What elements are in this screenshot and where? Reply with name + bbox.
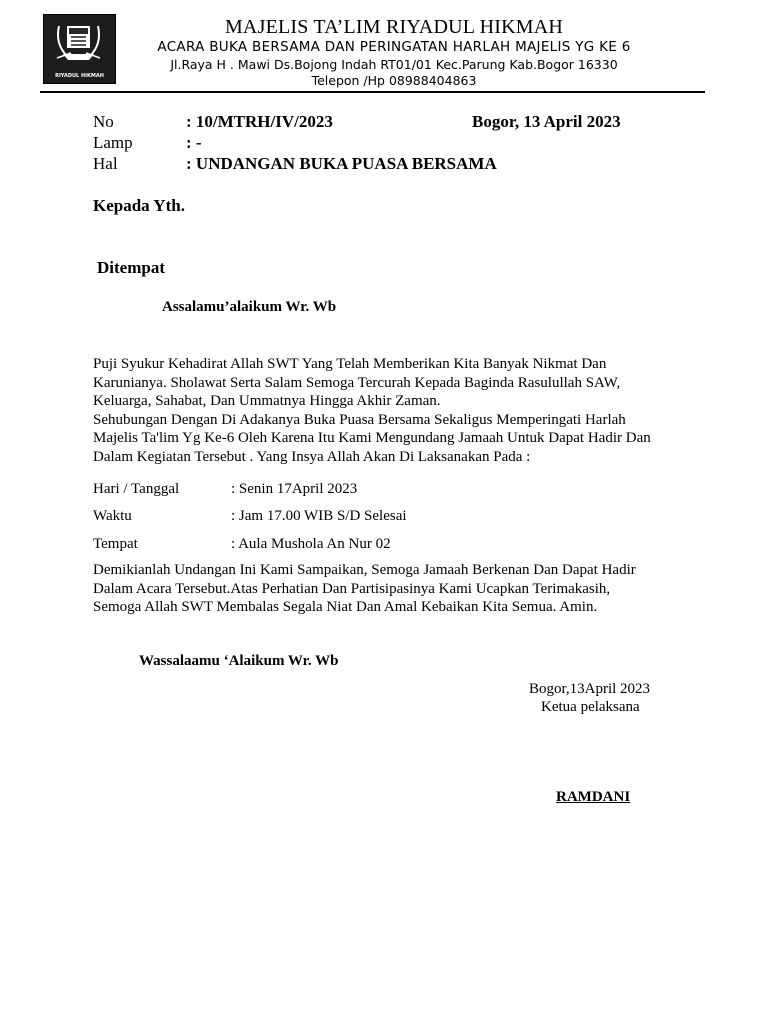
signature-name: RAMDANI <box>556 789 631 805</box>
paragraph-line: Dalam Kegiatan Tersebut . Yang Insya Allah Akan Di Laksanakan Pada : <box>93 448 531 465</box>
detail-label-place: Tempat <box>93 536 138 552</box>
letterhead-address: Jl.Raya H . Mawi Ds.Bojong Indah RT01/01 Kec.Parung Kab.Bogor 16330 <box>170 57 618 72</box>
signature-role: Ketua pelaksana <box>541 699 640 715</box>
paragraph-2 <box>93 561 636 617</box>
paragraph-line: Demikianlah Undangan Ini Kami Sampaikan, Semoga Jamaah Berkenan Dan Dapat Hadir <box>93 562 636 578</box>
mosque-emblem-icon <box>51 20 106 72</box>
letter-date: Bogor, 13 April 2023 <box>472 112 621 131</box>
letterhead-title: MAJELIS TA’LIM RIYADUL HIKMAH <box>224 16 564 38</box>
paragraph-line: Karunianya. Sholawat Serta Salam Semoga Tercurah Kepada Baginda Rasulullah SAW, <box>93 374 621 391</box>
hal-value: : UNDANGAN BUKA PUASA BERSAMA <box>186 154 497 173</box>
letterhead-subtitle: ACARA BUKA BERSAMA DAN PERINGATAN HARLAH MAJELIS YG KE 6 <box>157 39 631 55</box>
logo-caption: RIYADUL HIKMAH <box>55 73 104 79</box>
paragraph-line: Majelis Ta'lim Yg Ke-6 Oleh Karena Itu Kami Mengundang Jamaah Untuk Dapat Hadir Dan <box>93 430 651 446</box>
header-divider <box>40 91 705 93</box>
detail-label-date: Hari / Tanggal <box>93 481 180 497</box>
closing-greeting: Wassalaamu ‘Alaikum Wr. Wb <box>139 653 339 669</box>
detail-value-place: : Aula Mushola An Nur 02 <box>231 536 391 552</box>
detail-label-time: Waktu <box>93 508 132 524</box>
recipient-to: Kepada Yth. <box>93 196 185 215</box>
greeting: Assalamu’alaikum Wr. Wb <box>162 299 337 315</box>
detail-value-date: : Senin 17April 2023 <box>231 481 358 497</box>
letterhead-phone: Telepon /Hp 08988404863 <box>311 73 477 88</box>
paragraph-line: Sehubungan Dengan Di Adakanya Buka Puasa Bersama Sekaligus Memperingati Harlah <box>93 411 626 428</box>
paragraph-line: Semoga Allah SWT Membalas Segala Niat Dan Amal Kebaikan Kita Semua. Amin. <box>93 599 598 615</box>
paragraph-1 <box>93 355 651 466</box>
paragraph-line: Puji Syukur Kehadirat Allah SWT Yang Telah Memberikan Kita Banyak Nikmat Dan <box>93 356 607 372</box>
detail-value-time: : Jam 17.00 WIB S/D Selesai <box>231 508 407 524</box>
signature-place-date: Bogor,13April 2023 <box>529 681 651 697</box>
lamp-label: Lamp <box>93 133 133 152</box>
organization-logo <box>43 14 116 84</box>
no-label: No <box>93 112 114 131</box>
lamp-value: : - <box>186 133 202 152</box>
hal-label: Hal <box>93 154 118 173</box>
recipient-place: Ditempat <box>97 258 165 277</box>
paragraph-line: Keluarga, Sahabat, Dan Ummatnya Hingga Akhir Zaman. <box>93 393 441 409</box>
paragraph-line: Dalam Acara Tersebut.Atas Perhatian Dan Partisipasinya Kami Ucapkan Terimakasih, <box>93 580 611 597</box>
no-value: : 10/MTRH/IV/2023 <box>186 112 333 131</box>
